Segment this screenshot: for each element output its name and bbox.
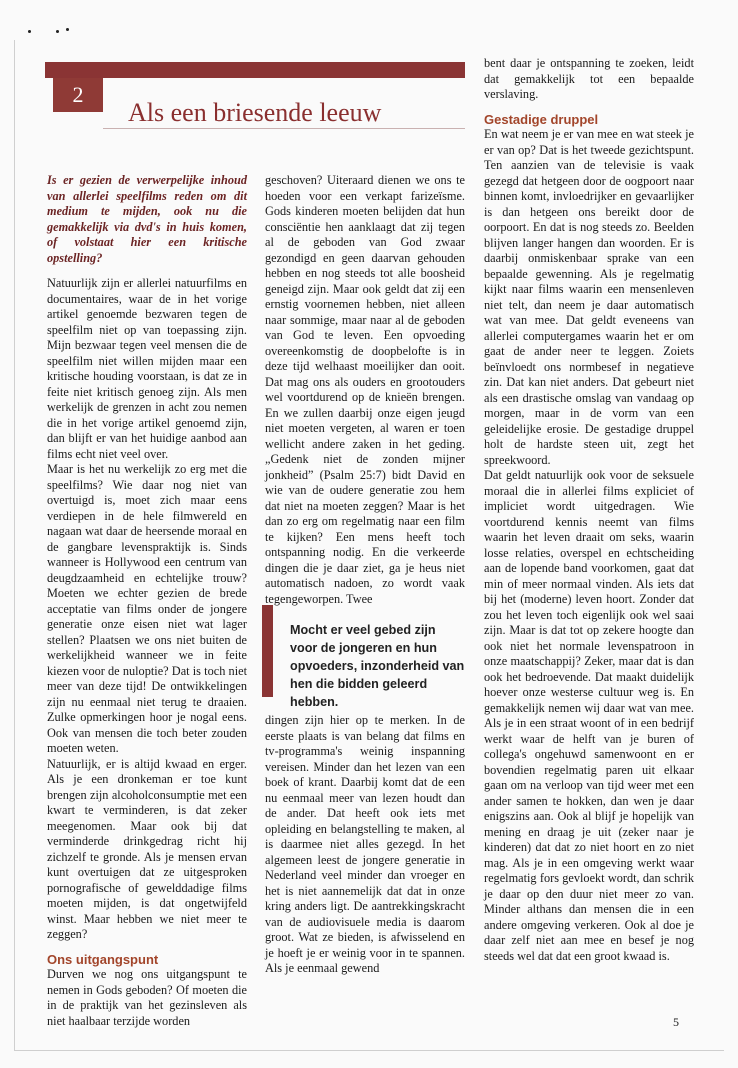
article-title: Als een briesende leeuw — [128, 98, 382, 127]
section-heading: Gestadige druppel — [484, 111, 599, 127]
paragraph: bent daar je ontspanning te zoeken, leidt dat gemakkelijk tot een bepaalde verslaving. — [484, 56, 694, 101]
page-edge-left — [14, 40, 15, 1050]
title-underline — [103, 128, 465, 129]
pull-quote-bar — [262, 605, 273, 697]
paragraph: Durven we nog ons uitgangspunt te nemen in Gods geboden? Of moeten die in de praktijk van het gezinsleven als niet haalbaar terzijde worden — [47, 967, 247, 1028]
paragraph: En wat neem je er van mee en wat steek je er van op? Dat is het tweede gezichtspunt. Ten aanzien van de televisie is vaak gezegd dat hetgeen door de oogpoort naar binnen komt, invloedrijker en gevaarlijker is dan hetgeen ons bereikt door de oorpoort. En dat is nog steeds zo. Beelden blijven langer hangen dan woorden. Er is daarbij onmiskenbaar sprake van een bepaalde gewenning. Als je regelmatig kijkt naar films waarin een mensenleven niet telt, dan neem je daar automatisch wat van mee. Dat geldt eveneens van allerlei computergames waarin het er om gaat de ander neer te leggen. Zoiets beïnvloedt ons normbesef in negatieve zin. Dat kan niet anders. Dat gebeurt niet als een drastische omslag van vandaag op morgen, maar in de vorm van een geleidelijke erosie. De gestadige druppel holt de hardste steen uit, zegt het spreekwoord. — [484, 127, 694, 467]
paragraph: Natuurlijk zijn er allerlei natuurfilms en documentaires, waar de in het vorige artikel genoemde bezwaren tegen de speelfilm niet op van toepassing zijn. Mijn bezwaar tegen veel mensen die de speelfilm niet willen mijden maar een kritische houding voorstaan, is dat ze in feite niet kritisch genoeg zijn. Als men werkelijk de grenzen in acht zou nemen die in het vorige artikel genoemd zijn, dan blijft er van het huidige aanbod aan films echt niet veel over. — [47, 276, 247, 461]
lead-paragraph: Is er gezien de verwerpelijke inhoud van allerlei speelfilms reden om dit medium te mijden, ook nu die gemakkelijk via dvd's in huis komen, of volstaat hier een kritische opstelling? — [47, 173, 247, 265]
paragraph: Dat geldt natuurlijk ook voor de seksuele moraal die in allerlei films expliciet of impliciet wordt uitgedragen. Wie voortdurend kennis neemt van films waarin het leven draait om seks, waarin losse relaties, overspel en echtscheiding aan de lopende band voorkomen, gaat dat min of meer normaal vinden. Als iets dat bij het (moderne) leven hoort. Zonder dat zou het leven toch eigenlijk ook wel saai zijn. Maar is dat tot op zekere hoogte dan ook niet het normale levenspatroon in onze maatschappij? Zeker, maar dat is dan ook het bedroevende. Dat maakt duidelijk hoever onze westerse cultuur weg is. En gemakkelijk nemen wij daar wat van mee. Als je in een straat woont of in een bedrijf werkt waar de helft van je buren of collega's ongehuwd samenwoont en er bovendien regelmatig paren uit elkaar gaan om na verloop van tijd weer met een ander samen te hokken, dan wen je daar enigszins aan. Ook al blijf je hopelijk van mening en draag je uit (zeker naar je kinderen) dat dat zo niet hoort en zo niet mag. Als je in een omgeving werkt waar regelmatig fors gevloekt wordt, dan schrik je daar op den duur niet meer zo van. Minder althans dan mensen die in een andere omgeving verkeren. Ook al doe je daar zelf niet aan mee en besef je nog steeds wel dat dat een groot kwaad is. — [484, 468, 694, 963]
page-number: 5 — [673, 1015, 679, 1029]
chapter-header-bar — [45, 62, 465, 78]
paragraph: Maar is het nu werkelijk zo erg met die speelfilms? Wie daar nog niet van overtuigd is, moet zich maar eens verdiepen in de hele filmwereld en nagaan wat daar de heersende moraal en de gangbare levenspraktijk is. Sinds wanneer is Hollywood een centrum van deugdzaamheid en echtelijke trouw? Moeten we echter gezien de brede acceptatie van films onder de jongere generatie onze eisen niet wat lager stellen? Plaatsen we ons niet buiten de werkelijkheid wanneer we in feite kiezen voor de nuloptie? Dat is toch niet meer van deze tijd! De ontwikkelingen zijn nu eenmaal niet terug te draaien. Zulke opmerkingen hoor je nogal eens. Ook van mensen die toch beter zouden moeten weten. — [47, 462, 247, 755]
column-2-top — [265, 173, 465, 607]
paragraph: geschoven? Uiteraard dienen we ons te hoeden voor een verkapt farizeïsme. Gods kinderen moeten belijden dat hun consciëntie hen aanklaagt dat zij tegen al de geboden van God zwaar gezondigd en geen daarvan gehouden hebben en nog steeds tot alle boosheid geneigd zijn. Maar ook geldt dat zij een ernstig voornemen hebben, niet alleen naar sommige, maar naar al de geboden van God te leven. Een opvoeding overeenkomstig de doopbelofte is in deze tijd welhaast moeilijker dan ooit. Dat mag ons als ouders en grootouders wel voortdurend op de knieën brengen. En we zullen daarbij onze eigen jeugd niet moeten vergeten, al waren er toen wellicht andere zaken in het geding. „Gedenk niet de zonden mijner jonkheid” (Psalm 25:7) bidt David en wie van de oudere generatie zou hem dat niet na moeten zeggen? Maar is het dan zo erg om regelmatig naar een film te kijken? Een mens heeft toch ontspanning nodig. En die verkeerde dingen die je daar ziet, ga je heus niet automatisch nadoen, zo wordt vaak tegengeworpen. Twee — [265, 173, 465, 606]
paragraph: dingen zijn hier op te merken. In de eerste plaats is van belang dat films en tv-programma's weinig inspanning vereisen. Minder dan het lezen van een boek of krant. Daarbij komt dat de een nu eenmaal meer van lezen houdt dan de ander. Dat heeft ook iets met opleiding en belangstelling te maken, al is daarmee niet alles gezegd. In het algemeen leest de jongere generatie in Nederland veel minder dan vroeger en het is niet aannemelijk dat dat in onze kring anders ligt. De aantrekkingskracht van de audiovisuele media is daarom groot. Wat ze bieden, is afwisselend en je hoeft je er weinig voor in te spannen. Als je eenmaal gewend — [265, 713, 465, 975]
column-1 — [47, 173, 247, 1029]
column-2-bottom — [265, 713, 465, 977]
pull-quote-text: Mocht er veel gebed zijn voor de jongeren en hun opvoeders, inzonderheid van hen die bidden geleerd hebben. — [290, 623, 465, 709]
scan-specks — [28, 26, 88, 36]
column-3 — [484, 56, 694, 964]
chapter-number: 2 — [53, 78, 103, 112]
pull-quote — [262, 605, 465, 709]
page-edge-bottom — [14, 1050, 724, 1051]
section-heading: Ons uitgangspunt — [47, 951, 159, 967]
paragraph: Natuurlijk, er is altijd kwaad en erger. Als je een dronkeman er toe kunt brengen zijn alcoholconsumptie met een kwart te verminderen, is dat zeker meegenomen. Maar ook bij dat verminderde drinkgedrag richt hij zichzelf te gronde. Als je mensen ervan kunt overtuigen dat ze uitgesproken pornografische of gewelddadige films moeten mijden, is dat ongetwijfeld winst. Maar hebben we niet meer te zeggen? — [47, 756, 247, 941]
